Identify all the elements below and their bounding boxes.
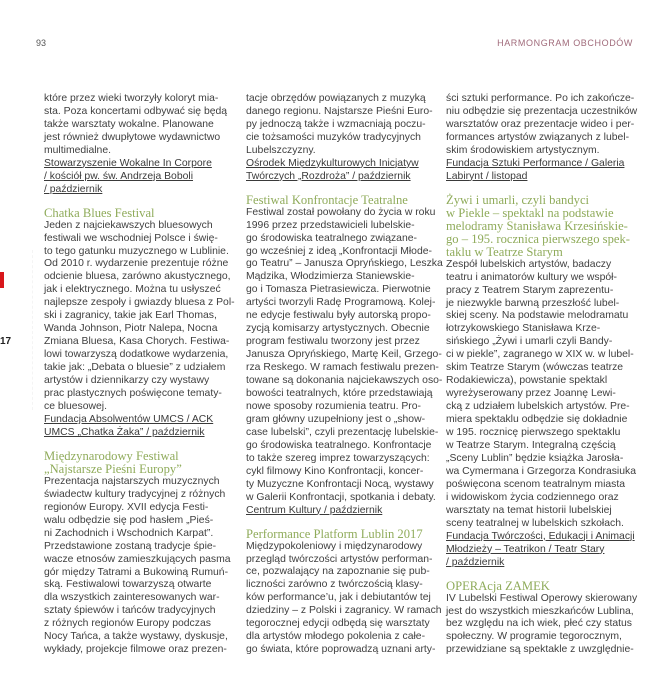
event-title-line: w Piekle – spektakl na podstawie bbox=[446, 205, 614, 220]
faded-emblem-graphic bbox=[0, 250, 33, 410]
event-entry bbox=[246, 192, 443, 518]
event-title bbox=[446, 194, 642, 259]
text-line: Jeden z najciekawszych bluesowych bbox=[44, 219, 213, 231]
event-description bbox=[44, 476, 232, 657]
credit-line-wrapper bbox=[246, 505, 436, 518]
credit-line-wrapper bbox=[44, 414, 232, 427]
text-line: artyści tworzyli Radę Programową. Kolej- bbox=[246, 297, 436, 309]
text-line: pracy z Teatrem Starym zaprezentu- bbox=[446, 284, 614, 296]
text-line: Rodakiewicza), powstanie spektakl bbox=[446, 375, 608, 387]
event-entry bbox=[446, 194, 642, 570]
credit-line-wrapper bbox=[446, 531, 642, 544]
text-line: Zmiana Bluesa, Kasa Chorych. Festiwa- bbox=[44, 336, 230, 348]
text-line: gór między Tatrami a Bukowiną Rumuń- bbox=[44, 566, 229, 578]
text-line: cykl filmowy Kino Konfrontacji, koncer- bbox=[246, 465, 424, 477]
text-line: ków performance’u, jak i debiutantów tej bbox=[246, 592, 431, 604]
event-entry bbox=[446, 580, 642, 658]
organizer-credit-line[interactable]: Centrum Kultury / październik bbox=[246, 504, 383, 516]
text-line: najlepsze zespoły i gwiazdy bluesa z Pol- bbox=[44, 297, 235, 309]
margin-marker bbox=[0, 272, 4, 288]
event-entry bbox=[246, 526, 442, 658]
credit-line-wrapper bbox=[44, 427, 232, 440]
text-line: multimedialne. bbox=[44, 144, 111, 156]
text-line: dla wszystkich zainteresowanych war- bbox=[44, 592, 220, 604]
text-line: Wanda Johnson, Piotr Nalepa, Nocna bbox=[44, 323, 218, 335]
credit-line-wrapper bbox=[446, 544, 642, 557]
text-line: ce, pozwalający na zapoznanie się pub- bbox=[246, 566, 430, 578]
credit-line-wrapper bbox=[44, 171, 232, 184]
text-line: regionów Europy. XVII edycja Festi- bbox=[44, 501, 209, 513]
organizer-credit[interactable] bbox=[446, 158, 642, 184]
organizer-credit-line[interactable]: Fundacja Twórczości, Edukacji i Animacji bbox=[446, 530, 635, 542]
text-line: go i Tomasza Pietrasiewicza. Pierwotnie bbox=[246, 284, 431, 296]
text-line: wa Cymermana i Grzegorza Kondrasiuka bbox=[446, 465, 636, 477]
event-entry bbox=[44, 450, 232, 657]
text-line: Mądzika, Włodzimierza Staniewskie- bbox=[246, 271, 415, 283]
event-description bbox=[446, 93, 642, 158]
text-line: prac plastycznych poświęcone tematy- bbox=[44, 388, 222, 400]
credit-line-wrapper bbox=[446, 557, 642, 570]
text-line: przegląd twórczości artystów performan- bbox=[246, 553, 433, 565]
text-line: takie jak: „Debata o bluesie” z udziałem bbox=[44, 362, 226, 374]
text-line: poświęcona scenom teatralnym miasta bbox=[446, 478, 626, 490]
text-line: gram główny uzupełniony jest o „show- bbox=[246, 413, 426, 425]
text-line: je niezwykle barwną przeszłość lubel- bbox=[446, 297, 620, 309]
event-title bbox=[44, 207, 232, 220]
event-description bbox=[446, 259, 642, 531]
event-description bbox=[246, 93, 436, 158]
text-line: go świata, które poprowadzą uznani arty- bbox=[246, 644, 436, 656]
text-line: 1996 przez przedstawicieli lubelskie- bbox=[246, 219, 415, 231]
text-line: nowe sposoby rozumienia teatru. Pro- bbox=[246, 400, 421, 412]
text-line: Zespół lubelskich artystów, badaczy bbox=[446, 258, 612, 270]
text-line: teatru i animatorów kultury we współ- bbox=[446, 271, 617, 283]
event-title bbox=[44, 450, 232, 476]
organizer-credit-line[interactable]: / październik bbox=[446, 556, 505, 568]
text-line: sceny teatralnej w lubelskich szkołach. bbox=[446, 517, 624, 529]
event-title-line: Międzynarodowy Festiwal bbox=[44, 448, 179, 463]
text-line: w Teatrze Starym. Integralną częścią bbox=[446, 440, 616, 452]
event-description bbox=[246, 206, 443, 505]
organizer-credit-line[interactable]: / kościół pw. św. Andrzeja Boboli bbox=[44, 170, 194, 182]
text-line: z różnych regionów Europy podczas bbox=[44, 618, 211, 630]
text-line: ści sztuki performance. Po ich zakończe- bbox=[446, 93, 635, 104]
text-line: rza Reskego. W ramach festiwalu prezen- bbox=[246, 362, 439, 374]
organizer-credit-line[interactable]: Labirynt / listopad bbox=[446, 170, 528, 182]
text-line: dla artystów młodego pokolenia z całe- bbox=[246, 631, 426, 643]
event-title-line: Żywi i umarli, czyli bandyci bbox=[446, 192, 590, 207]
credit-line-wrapper bbox=[44, 158, 232, 171]
text-line: go Teatru” – Janusza Opryńskiego, Leszka bbox=[246, 258, 443, 270]
text-line: odcienie bluesa, zarówno akustycznego, bbox=[44, 271, 231, 283]
event-title-line: melodramy Stanisława Krzesińskie- bbox=[446, 218, 628, 233]
organizer-credit-line[interactable]: Twórczych „Rozdroża” / październik bbox=[246, 170, 411, 182]
event-title-line: Festiwal Konfrontacje Teatralne bbox=[246, 192, 408, 207]
text-line: sta. Poza koncertami odbywać się będą bbox=[44, 105, 228, 117]
running-head: HARMONGRAM OBCHODÓW bbox=[497, 38, 633, 48]
text-line: przewidziane są spektakle z uwzględnie- bbox=[446, 644, 634, 656]
text-line: ty Muzyczne Konfrontacji Nocą, wystawy bbox=[246, 478, 434, 490]
credit-line-wrapper bbox=[446, 171, 642, 184]
text-line: to także szereg imprez towarzyszących: bbox=[246, 452, 430, 464]
text-line: społeczny. W programie tegorocznym, bbox=[446, 631, 622, 643]
text-line: w 195. rocznicę pierwszego spektaklu bbox=[446, 427, 621, 439]
text-line: to tego gatunku muzycznego w Lublinie. bbox=[44, 245, 229, 257]
organizer-credit-line[interactable]: UMCS „Chatka Żaka” / październik bbox=[44, 426, 205, 438]
organizer-credit-line[interactable]: Fundacja Absolwentów UMCS / ACK bbox=[44, 413, 214, 425]
event-title-line: „Najstarsze Pieśni Europy” bbox=[44, 461, 182, 476]
text-line: case lubelski”, czyli prezentację lubelskie- bbox=[246, 426, 439, 438]
text-line: Od 2010 r. wydarzenie prezentuje różne bbox=[44, 258, 229, 270]
organizer-credit[interactable] bbox=[246, 158, 436, 184]
page-number: 93 bbox=[36, 38, 47, 48]
credit-line-wrapper bbox=[246, 158, 436, 171]
text-line: go środowiska teatralnego. Konfrontacje bbox=[246, 439, 432, 451]
column-3 bbox=[446, 93, 642, 657]
continued-text bbox=[44, 93, 232, 197]
text-line: i widowiskom życia codziennego oraz bbox=[446, 491, 619, 503]
text-line: jak i elektrycznego. Można tu usłyszeć bbox=[44, 284, 221, 296]
event-title-line: Chatka Blues Festival bbox=[44, 205, 155, 220]
text-line: które przez wieki tworzyły koloryt mia- bbox=[44, 93, 219, 104]
credit-line-wrapper bbox=[446, 158, 642, 171]
column-1 bbox=[44, 93, 235, 657]
column-2 bbox=[246, 93, 443, 657]
organizer-credit[interactable] bbox=[246, 505, 436, 518]
text-line: liczności zarówno z twórczością klasy- bbox=[246, 579, 423, 591]
text-line: py jednoczą także i wzmacniają poczu- bbox=[246, 118, 426, 130]
text-line: go wcześniej z ideą „Konfrontacji Młode- bbox=[246, 245, 432, 257]
text-line: ne edycje festiwalu były autorską propo- bbox=[246, 310, 431, 322]
organizer-credit[interactable] bbox=[44, 414, 232, 440]
text-line: cką z udziałem lubelskich artystów. Pre- bbox=[446, 401, 630, 413]
text-line: tacje obrzędów powiązanych z muzyką bbox=[246, 93, 426, 104]
event-description bbox=[446, 593, 642, 658]
event-title bbox=[246, 194, 436, 207]
text-line: ce bluesowej. bbox=[44, 400, 107, 412]
text-line: lowi towarzyszą dodatkowe wydarzenia, bbox=[44, 349, 229, 361]
event-title-line: OPERAcja ZAMEK bbox=[446, 578, 550, 593]
text-line: skim Teatrze Starym (wówczas teatrze bbox=[446, 362, 624, 374]
event-title bbox=[446, 580, 642, 593]
text-line: danego regionu. Najstarsze Pieśni Euro- bbox=[246, 105, 433, 117]
text-line: program festiwalu tworzony jest przez bbox=[246, 336, 420, 348]
organizer-credit-line[interactable]: Stowarzyszenie Wokalne In Corpore bbox=[44, 157, 212, 169]
text-line: warsztaty na temat historii lubelskiej bbox=[446, 504, 612, 516]
event-entry bbox=[44, 205, 235, 440]
text-line: walu odbędzie się pod hasłem „Pieś- bbox=[44, 514, 214, 526]
text-line: skim środowiskiem artystycznym. bbox=[446, 144, 600, 156]
text-line: niu odbędzie się prezentacja uczestników bbox=[446, 105, 638, 117]
text-line: jest do wszystkich mieszkańców Lublina, bbox=[446, 605, 634, 617]
text-line: bez względu na ich wiek, płeć czy status bbox=[446, 618, 632, 630]
text-line: wyreżyserowany przez Joannę Lewi- bbox=[446, 388, 616, 400]
credit-line-wrapper bbox=[246, 171, 436, 184]
text-line: miera spektaklu odbędzie się dokładnie bbox=[446, 414, 628, 426]
text-line: IV Lubelski Festiwal Operowy skierowany bbox=[446, 592, 638, 604]
organizer-credit[interactable] bbox=[44, 158, 232, 197]
text-line: festiwali we wschodniej Polsce i świę- bbox=[44, 232, 218, 244]
text-line: Prezentacja najstarszych muzycznych bbox=[44, 475, 220, 487]
text-line: ni Zachodnich i Wschodnich Karpat”. bbox=[44, 527, 214, 539]
credit-line-wrapper bbox=[44, 184, 232, 197]
text-line: sztaty śpiewów i tańców tradycyjnych bbox=[44, 605, 216, 617]
text-line: Lubelszczyzny. bbox=[246, 144, 316, 156]
organizer-credit-line[interactable]: Ośrodek Międzykulturowych Inicjatyw bbox=[246, 157, 419, 169]
text-line: towane są dokonania najciekawszych oso- bbox=[246, 375, 443, 387]
text-line: artystów i dziennikarzy czy wystawy bbox=[44, 375, 210, 387]
continued-text bbox=[446, 93, 642, 184]
organizer-credit-line[interactable]: Fundacja Sztuki Performance / Galeria bbox=[446, 157, 625, 169]
text-line: zycją komisarzy artystycznych. Obecnie bbox=[246, 323, 430, 335]
text-line: Nocy Tańca, a także wystawy, dyskusje, bbox=[44, 631, 228, 643]
text-line: ci w piekle”, zagranego w XIX w. w lubel- bbox=[446, 349, 634, 361]
text-line: bowości teatralnych, które przedstawiają bbox=[246, 388, 433, 400]
text-line: Janusza Opryńskiego, Martę Keil, Grzego- bbox=[246, 349, 442, 361]
text-line: wykłady, projekcje filmowe oraz prezen- bbox=[44, 644, 227, 656]
text-line: ską. Festiwalowi towarzyszą otwarte bbox=[44, 579, 212, 591]
text-line: w Galerii Konfrontacji, spotkania i debaty. bbox=[246, 491, 436, 503]
event-title bbox=[246, 528, 436, 541]
text-line: Przedstawione zostaną tradycje śpie- bbox=[44, 540, 217, 552]
text-line: warsztatów oraz prezentacje wideo i per- bbox=[446, 118, 635, 130]
text-line: łotrzykowskiego Stanisława Krze- bbox=[446, 323, 601, 335]
margin-number: 17 bbox=[0, 336, 12, 347]
text-line: wacze etnosów zamieszkujących pasma bbox=[44, 553, 231, 565]
text-line: także warsztaty wokalne. Planowane bbox=[44, 118, 214, 130]
text-line: ski i zagranicy, takie jak Earl Thomas, bbox=[44, 310, 217, 322]
organizer-credit[interactable] bbox=[446, 531, 642, 570]
text-line: „Sceny Lublin” będzie książka Jarosła- bbox=[446, 452, 624, 464]
text-line: skiej sceny. Na podstawie melodramatu bbox=[446, 310, 629, 322]
event-title-line: Performance Platform Lublin 2017 bbox=[246, 526, 423, 541]
organizer-credit-line[interactable]: Młodzieży – Teatrikon / Teatr Stary bbox=[446, 543, 605, 555]
event-description bbox=[44, 93, 232, 158]
text-line: Międzypokoleniowy i międzynarodowy bbox=[246, 540, 423, 552]
organizer-credit-line[interactable]: / październik bbox=[44, 183, 103, 195]
text-line: dziedziny – z Polski i zagranicy. W ramach bbox=[246, 605, 442, 617]
event-title-line: go – 195. rocznica pierwszego spek- bbox=[446, 231, 630, 246]
event-description bbox=[44, 219, 235, 414]
text-line: świadectw kultury tradycyjnej z różnych bbox=[44, 488, 226, 500]
text-line: jest również dwupłytowe wydawnictwo bbox=[44, 131, 221, 143]
text-line: sińskiego „Żywi i umarli czyli Bandy- bbox=[446, 336, 613, 348]
text-line: cie tożsamości muzyków tradycyjnych bbox=[246, 131, 421, 143]
continued-text bbox=[246, 93, 436, 184]
text-line: Festiwal został powołany do życia w roku bbox=[246, 206, 436, 218]
text-line: tegorocznej edycji odbędą się warsztaty bbox=[246, 618, 430, 630]
text-line: go środowiska teatralnego związane- bbox=[246, 232, 417, 244]
event-title-line: taklu w Teatrze Starym bbox=[446, 244, 563, 259]
text-line: formances artystów związanych z lubel- bbox=[446, 131, 630, 143]
event-description bbox=[246, 540, 442, 658]
